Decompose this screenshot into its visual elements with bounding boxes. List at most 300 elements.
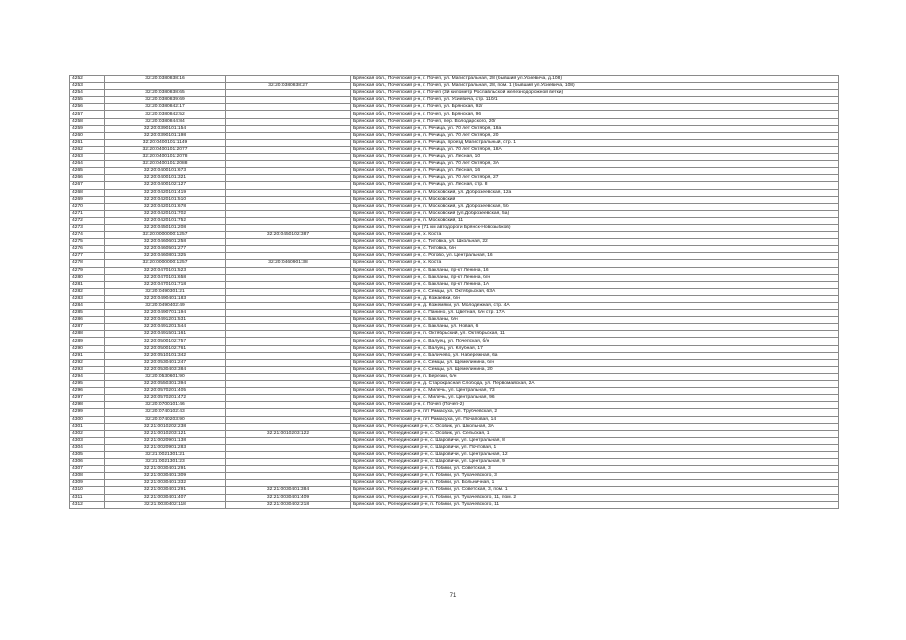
- building-number-cell: [226, 423, 351, 430]
- parcel-number-cell: 32:20:0380839:69: [105, 97, 226, 104]
- building-number-cell: [226, 366, 351, 373]
- address-cell: Брянская обл., Почепский р-н, г. Почеп, ул. Магистральная, 28, пом. 1 (бывший ул.Усиевича, 108): [351, 83, 839, 90]
- address-cell: Брянская обл., Рогнединский р-н, п. Гобики, ул. Советская, 3: [351, 466, 839, 473]
- row-number-cell: 4272: [70, 217, 105, 224]
- address-cell: Брянская обл., Почепский р-н, с. Валуец, ул. Клубная, 17: [351, 345, 839, 352]
- parcel-number-cell: 32:21:0030401:407: [105, 494, 226, 501]
- row-number-cell: 4302: [70, 430, 105, 437]
- table-row: [70, 217, 839, 224]
- row-number-cell: 4296: [70, 388, 105, 395]
- parcel-number-cell: 32:20:0570201:472: [105, 395, 226, 402]
- building-number-cell: [226, 451, 351, 458]
- parcel-number-cell: 32:20:0420101:752: [105, 217, 226, 224]
- parcel-number-cell: 32:20:0420101:678: [105, 203, 226, 210]
- parcel-number-cell: 32:20:0500102:757: [105, 338, 226, 345]
- row-number-cell: 4287: [70, 324, 105, 331]
- table-row: [70, 501, 839, 508]
- address-cell: Брянская обл., Почепский р-н, п. Московский: [351, 196, 839, 203]
- address-cell: Брянская обл., Почепский р-н, х. Коста: [351, 260, 839, 267]
- table-row: [70, 118, 839, 125]
- parcel-number-cell: 32:20:0460801:325: [105, 253, 226, 260]
- building-number-cell: [226, 466, 351, 473]
- row-number-cell: 4308: [70, 473, 105, 480]
- parcel-number-cell: 32:20:0390101:198: [105, 132, 226, 139]
- address-cell: Брянская обл., Почепский р-н, с. Милечь, ул. Центральная, 73: [351, 388, 839, 395]
- table-row: [70, 366, 839, 373]
- row-number-cell: 4264: [70, 161, 105, 168]
- table-row: [70, 168, 839, 175]
- row-number-cell: 4256: [70, 104, 105, 111]
- parcel-number-cell: 32:20:0450101:208: [105, 224, 226, 231]
- table-row: [70, 345, 839, 352]
- building-number-cell: [226, 345, 351, 352]
- building-number-cell: [226, 331, 351, 338]
- address-cell: Брянская обл., Почепский р-н, с. Бакланы, пр-кт Ленина, б/н: [351, 274, 839, 281]
- address-cell: Брянская обл., Почепский р-н, п. Речица, ул. 70 лет Октября, 20: [351, 132, 839, 139]
- address-cell: Брянская обл., Почепский р-н, д. Кожемяки, ул. Молодежная, стр. 4А: [351, 303, 839, 310]
- table-row: [70, 409, 839, 416]
- building-number-cell: [226, 189, 351, 196]
- row-number-cell: 4300: [70, 416, 105, 423]
- table-row: [70, 253, 839, 260]
- table-row: [70, 352, 839, 359]
- table-row: [70, 76, 839, 83]
- row-number-cell: 4299: [70, 409, 105, 416]
- parcel-number-cell: 32:20:0380838:16: [105, 76, 226, 83]
- table-row: [70, 310, 839, 317]
- table-row: [70, 480, 839, 487]
- parcel-number-cell: 32:20:0530401:247: [105, 359, 226, 366]
- row-number-cell: 4259: [70, 125, 105, 132]
- table-row: [70, 203, 839, 210]
- address-cell: Брянская обл., Рогнединский р-н, п. Гобики, ул. Тухачевского, 11: [351, 501, 839, 508]
- table-row: [70, 132, 839, 139]
- building-number-cell: 32:21:0010203:122: [226, 430, 351, 437]
- row-number-cell: 4278: [70, 260, 105, 267]
- row-number-cell: 4285: [70, 310, 105, 317]
- table-row: [70, 196, 839, 203]
- parcel-number-cell: 32:20:0420101:419: [105, 189, 226, 196]
- address-cell: Брянская обл., Почепский р-н, с. Семцы, ул. Октябрьская, 63А: [351, 288, 839, 295]
- row-number-cell: 4288: [70, 331, 105, 338]
- building-number-cell: [226, 444, 351, 451]
- parcel-number-cell: 32:20:0470101:718: [105, 281, 226, 288]
- building-number-cell: 32:21:0030402:218: [226, 501, 351, 508]
- building-number-cell: [226, 324, 351, 331]
- table-row: [70, 402, 839, 409]
- table-row: [70, 388, 839, 395]
- building-number-cell: [226, 111, 351, 118]
- table-row: [70, 281, 839, 288]
- parcel-number-cell: 32:20:0400102:127: [105, 182, 226, 189]
- address-cell: Брянская обл., Почепский р-н, с. Панино, ул. Цветная, б/н стр. 17А: [351, 310, 839, 317]
- row-number-cell: 4298: [70, 402, 105, 409]
- parcel-number-cell: 32:20:0380838:65: [105, 90, 226, 97]
- address-cell: Брянская обл., Почепский р-н, г. Почеп, ул. Магистральная, 28 (бывший ул.Усиевича, д.108): [351, 76, 839, 83]
- row-number-cell: 4312: [70, 501, 105, 508]
- parcel-number-cell: 32:20:0550301:394: [105, 381, 226, 388]
- row-number-cell: 4291: [70, 352, 105, 359]
- table-row: [70, 317, 839, 324]
- table-row: [70, 210, 839, 217]
- address-cell: Брянская обл., Почепский р-н, г. Почеп, пер. Володарского, 20г: [351, 118, 839, 125]
- address-cell: Брянская обл., Почепский р-н, п. Московский (ул.Доброзеевская, 5а): [351, 210, 839, 217]
- parcel-number-cell: 32:20:0400101:2077: [105, 146, 226, 153]
- building-number-cell: [226, 97, 351, 104]
- address-cell: Брянская обл., Рогнединский р-н, п. Гобики, ул. Тухачевского, 11, пом. 2: [351, 494, 839, 501]
- building-number-cell: [226, 267, 351, 274]
- building-number-cell: [226, 409, 351, 416]
- table-row: [70, 444, 839, 451]
- table-row: [70, 139, 839, 146]
- building-number-cell: [226, 480, 351, 487]
- address-cell: Брянская обл., Почепский р-н (71 км автодороги Брянск-Новозыбков): [351, 224, 839, 231]
- building-number-cell: [226, 76, 351, 83]
- parcel-number-cell: 32:20:0700101:46: [105, 402, 226, 409]
- address-cell: Брянская обл., Почепский р-н, х. Коста: [351, 232, 839, 239]
- table-row: [70, 473, 839, 480]
- row-number-cell: 4294: [70, 373, 105, 380]
- building-number-cell: [226, 90, 351, 97]
- row-number-cell: 4289: [70, 338, 105, 345]
- building-number-cell: [226, 281, 351, 288]
- building-number-cell: [226, 303, 351, 310]
- address-cell: Брянская обл., Почепский р-н, п. Московский, ул. Доброзеевская, 5б: [351, 203, 839, 210]
- parcel-number-cell: 32:20:0460601:258: [105, 239, 226, 246]
- cadastral-register-table: [69, 75, 839, 509]
- row-number-cell: 4295: [70, 381, 105, 388]
- building-number-cell: [226, 203, 351, 210]
- row-number-cell: 4268: [70, 189, 105, 196]
- building-number-cell: 32:20:0460901:38: [226, 260, 351, 267]
- address-cell: Брянская обл., Почепский р-н, г. Почеп, ул. Брянская, 92г: [351, 104, 839, 111]
- building-number-cell: [226, 295, 351, 302]
- parcel-number-cell: 32:20:0390101:154: [105, 125, 226, 132]
- building-number-cell: [226, 132, 351, 139]
- address-cell: Брянская обл., Почепский р-н, д. Кожаевки, б/н: [351, 295, 839, 302]
- row-number-cell: 4306: [70, 459, 105, 466]
- address-cell: Брянская обл., Почепский р-н, с. Милечь, ул. Центральная, 96: [351, 395, 839, 402]
- table-row: [70, 161, 839, 168]
- row-number-cell: 4304: [70, 444, 105, 451]
- table-row: [70, 260, 839, 267]
- address-cell: Брянская обл., Почепский р-н, п. Речица, ул. 70 лет Октября, 18а: [351, 125, 839, 132]
- building-number-cell: [226, 317, 351, 324]
- building-number-cell: [226, 239, 351, 246]
- address-cell: Брянская обл., Рогнединский р-н, с. Шаровичи, ул. Центральная, 12: [351, 451, 839, 458]
- parcel-number-cell: 32:20:0420101:510: [105, 196, 226, 203]
- row-number-cell: 4273: [70, 224, 105, 231]
- table-row: [70, 175, 839, 182]
- row-number-cell: 4274: [70, 232, 105, 239]
- row-number-cell: 4310: [70, 487, 105, 494]
- table-row: [70, 97, 839, 104]
- address-cell: Брянская обл., Почепский р-н, с. Титовка, ул. Школьная, 22: [351, 239, 839, 246]
- building-number-cell: [226, 175, 351, 182]
- row-number-cell: 4254: [70, 90, 105, 97]
- parcel-number-cell: 32:20:0400101:1149: [105, 139, 226, 146]
- parcel-number-cell: 32:21:0010202:238: [105, 423, 226, 430]
- table-row: [70, 224, 839, 231]
- building-number-cell: [226, 459, 351, 466]
- row-number-cell: 4252: [70, 76, 105, 83]
- building-number-cell: [226, 210, 351, 217]
- row-number-cell: 4265: [70, 168, 105, 175]
- row-number-cell: 4258: [70, 118, 105, 125]
- building-number-cell: [226, 402, 351, 409]
- table-row: [70, 338, 839, 345]
- parcel-number-cell: 32:21:0010203:121: [105, 430, 226, 437]
- row-number-cell: 4267: [70, 182, 105, 189]
- row-number-cell: 4307: [70, 466, 105, 473]
- table-row: [70, 83, 839, 90]
- table-row: [70, 373, 839, 380]
- address-cell: Брянская обл., Рогнединский р-н, п. Гобики, ул. Больничная, 1: [351, 480, 839, 487]
- parcel-number-cell: 32:20:0460501:277: [105, 246, 226, 253]
- parcel-number-cell: 32:20:0740203:90: [105, 416, 226, 423]
- table-row: [70, 324, 839, 331]
- table-body: [70, 76, 839, 509]
- building-number-cell: [226, 182, 351, 189]
- table-row: [70, 295, 839, 302]
- address-cell: Брянская обл., Почепский р-н, с. Титовка, б/н: [351, 246, 839, 253]
- parcel-number-cell: 32:20:0380842:17: [105, 104, 226, 111]
- building-number-cell: [226, 224, 351, 231]
- row-number-cell: 4297: [70, 395, 105, 402]
- parcel-number-cell: 32:20:0420101:702: [105, 210, 226, 217]
- table-row: [70, 267, 839, 274]
- address-cell: Брянская обл., Почепский р-н, п. Речица, ул. Лесная, 16: [351, 168, 839, 175]
- table-row: [70, 146, 839, 153]
- parcel-number-cell: 32:21:0030401:291: [105, 466, 226, 473]
- row-number-cell: 4309: [70, 480, 105, 487]
- table-row: [70, 111, 839, 118]
- address-cell: Брянская обл., Рогнединский р-н, с. Осовик, ул. Школьная, 3А: [351, 423, 839, 430]
- table-row: [70, 125, 839, 132]
- address-cell: Брянская обл., Почепский р-н, с. Рогово, ул. Центральная, 16: [351, 253, 839, 260]
- row-number-cell: 4261: [70, 139, 105, 146]
- row-number-cell: 4257: [70, 111, 105, 118]
- row-number-cell: 4305: [70, 451, 105, 458]
- parcel-number-cell: 32:20:0530601:90: [105, 373, 226, 380]
- building-number-cell: [226, 253, 351, 260]
- address-cell: Брянская обл., Рогнединский р-н, п. Гобики, ул. Советская, 3, пом. 1: [351, 487, 839, 494]
- row-number-cell: 4284: [70, 303, 105, 310]
- parcel-number-cell: 32:20:0400101:673: [105, 168, 226, 175]
- address-cell: Брянская обл., Почепский р-н, с. Бакланы, пр-кт Ленина, 1А: [351, 281, 839, 288]
- table-row: [70, 395, 839, 402]
- table-row: [70, 423, 839, 430]
- building-number-cell: [226, 288, 351, 295]
- parcel-number-cell: 32:20:0510101:342: [105, 352, 226, 359]
- row-number-cell: 4280: [70, 274, 105, 281]
- address-cell: Брянская обл., Почепский р-н, п. Речица, ул. 70 лет Октября, 18А: [351, 146, 839, 153]
- address-cell: Брянская обл., Почепский р-н, г. Почеп (3й километр Рославльской железнодорожной ветки): [351, 90, 839, 97]
- address-cell: Брянская обл., Рогнединский р-н, с. Осовик, ул. Сельская, 1: [351, 430, 839, 437]
- parcel-number-cell: 32:20:0000000:1257: [105, 260, 226, 267]
- table-row: [70, 239, 839, 246]
- building-number-cell: 32:21:0030401:409: [226, 494, 351, 501]
- parcel-number-cell: 32:20:0400101:2088: [105, 161, 226, 168]
- table-row: [70, 274, 839, 281]
- address-cell: Брянская обл., Почепский р-н, п. Речица, ул. Лесная, 10: [351, 154, 839, 161]
- parcel-number-cell: 32:21:0021301:23: [105, 459, 226, 466]
- parcel-number-cell: 32:20:0530403:384: [105, 366, 226, 373]
- address-cell: Брянская обл., Рогнединский р-н, с. Шаровичи, ул. Почтовая, 1: [351, 444, 839, 451]
- page-number: 71: [449, 593, 457, 599]
- address-cell: Брянская обл., Почепский р-н, п. Березки, б/н: [351, 373, 839, 380]
- building-number-cell: 32:20:0450102:387: [226, 232, 351, 239]
- building-number-cell: [226, 437, 351, 444]
- row-number-cell: 4253: [70, 83, 105, 90]
- address-cell: Брянская обл., Почепский р-н, п. Октябрьский, ул. Октябрьская, 11: [351, 331, 839, 338]
- building-number-cell: 32:20:0380838:27: [226, 83, 351, 90]
- parcel-number-cell: 32:20:0380842:52: [105, 111, 226, 118]
- address-cell: Брянская обл., Почепский р-н, с. Семцы, ул. Щемелинина, 20: [351, 366, 839, 373]
- table-row: [70, 104, 839, 111]
- building-number-cell: [226, 217, 351, 224]
- building-number-cell: [226, 388, 351, 395]
- parcel-number-cell: 32:20:0470101:658: [105, 274, 226, 281]
- address-cell: Брянская обл., Почепский р-н, с. Валуец, ул. Почепская, б/н: [351, 338, 839, 345]
- parcel-number-cell: 32:20:0470101:523: [105, 267, 226, 274]
- building-number-cell: [226, 473, 351, 480]
- address-cell: Брянская обл., Почепский р-н, с. Бакланы, б/н: [351, 317, 839, 324]
- row-number-cell: 4255: [70, 97, 105, 104]
- table-row: [70, 189, 839, 196]
- row-number-cell: 4262: [70, 146, 105, 153]
- parcel-number-cell: 32:20:0490701:194: [105, 310, 226, 317]
- table-row: [70, 182, 839, 189]
- table-row: [70, 288, 839, 295]
- row-number-cell: 4301: [70, 423, 105, 430]
- parcel-number-cell: 32:20:0490402:49: [105, 303, 226, 310]
- address-cell: Брянская обл., Почепский р-н, г. Почеп (Почеп-2): [351, 402, 839, 409]
- building-number-cell: [226, 338, 351, 345]
- building-number-cell: [226, 310, 351, 317]
- parcel-number-cell: 32:20:0380844:84: [105, 118, 226, 125]
- building-number-cell: [226, 139, 351, 146]
- address-cell: Брянская обл., Почепский р-н, п. Речица, проезд Магистральный, стр. 1: [351, 139, 839, 146]
- building-number-cell: [226, 118, 351, 125]
- building-number-cell: [226, 161, 351, 168]
- parcel-number-cell: 32:20:0490301:21: [105, 288, 226, 295]
- address-cell: Брянская обл., Почепский р-н, с. Семцы, ул. Щемелинина, б/н: [351, 359, 839, 366]
- parcel-number-cell: 32:20:0000000:1257: [105, 232, 226, 239]
- parcel-number-cell: 32:21:0030401:291: [105, 487, 226, 494]
- table-row: [70, 430, 839, 437]
- table-row: [70, 494, 839, 501]
- parcel-number-cell: 32:21:0030401:309: [105, 473, 226, 480]
- address-cell: Брянская обл., Рогнединский р-н, с. Шаровичи, ул. Центральная, 9: [351, 459, 839, 466]
- row-number-cell: 4266: [70, 175, 105, 182]
- table-row: [70, 487, 839, 494]
- row-number-cell: 4303: [70, 437, 105, 444]
- table-row: [70, 331, 839, 338]
- row-number-cell: 4277: [70, 253, 105, 260]
- table-row: [70, 303, 839, 310]
- row-number-cell: 4276: [70, 246, 105, 253]
- row-number-cell: 4293: [70, 366, 105, 373]
- parcel-number-cell: [105, 83, 226, 90]
- table-row: [70, 451, 839, 458]
- table-row: [70, 232, 839, 239]
- table-row: [70, 381, 839, 388]
- building-number-cell: [226, 146, 351, 153]
- building-number-cell: [226, 274, 351, 281]
- row-number-cell: 4275: [70, 239, 105, 246]
- table-row: [70, 90, 839, 97]
- building-number-cell: [226, 352, 351, 359]
- address-cell: Брянская обл., Почепский р-н, п/т Рамасуха, ул. Трубчевская, 2: [351, 409, 839, 416]
- row-number-cell: 4292: [70, 359, 105, 366]
- address-cell: Брянская обл., Почепский р-н, г. Почеп, ул. Усиевича, стр. 110/1: [351, 97, 839, 104]
- address-cell: Брянская обл., Почепский р-н, п. Речица, ул. 70 лет Октября, 27: [351, 175, 839, 182]
- parcel-number-cell: 32:21:0020901:283: [105, 444, 226, 451]
- table-row: [70, 437, 839, 444]
- address-cell: Брянская обл., Почепский р-н, п. Московский, 11: [351, 217, 839, 224]
- address-cell: Брянская обл., Рогнединский р-н, с. Шаровичи, ул. Центральная, 8: [351, 437, 839, 444]
- address-cell: Брянская обл., Почепский р-н, п. Речица, ул. 70 лет Октября, 3А: [351, 161, 839, 168]
- row-number-cell: 4281: [70, 281, 105, 288]
- parcel-number-cell: 32:20:0400101:321: [105, 175, 226, 182]
- row-number-cell: 4290: [70, 345, 105, 352]
- parcel-number-cell: 32:21:0030401:332: [105, 480, 226, 487]
- building-number-cell: [226, 125, 351, 132]
- building-number-cell: [226, 168, 351, 175]
- row-number-cell: 4270: [70, 203, 105, 210]
- building-number-cell: [226, 154, 351, 161]
- table-row: [70, 459, 839, 466]
- address-cell: Брянская обл., Почепский р-н, п. Московский, ул. Доброзеевская, 12а: [351, 189, 839, 196]
- building-number-cell: [226, 395, 351, 402]
- building-number-cell: [226, 381, 351, 388]
- table-row: [70, 246, 839, 253]
- address-cell: Брянская обл., Почепский р-н, г. Почеп, ул. Брянская, 96: [351, 111, 839, 118]
- row-number-cell: 4269: [70, 196, 105, 203]
- address-cell: Брянская обл., Почепский р-н, с. Баличево, ул. Набережная, 6а: [351, 352, 839, 359]
- table-row: [70, 154, 839, 161]
- parcel-number-cell: 32:21:0030402:118: [105, 501, 226, 508]
- parcel-number-cell: 32:21:0020901:138: [105, 437, 226, 444]
- row-number-cell: 4279: [70, 267, 105, 274]
- parcel-number-cell: 32:20:0491501:161: [105, 331, 226, 338]
- table-row: [70, 466, 839, 473]
- building-number-cell: [226, 196, 351, 203]
- row-number-cell: 4283: [70, 295, 105, 302]
- address-cell: Брянская обл., Почепский р-н, д. Старокрасная Слобода, ул. Первомайская, 2А: [351, 381, 839, 388]
- building-number-cell: [226, 416, 351, 423]
- parcel-number-cell: 32:20:0740102:43: [105, 409, 226, 416]
- row-number-cell: 4286: [70, 317, 105, 324]
- address-cell: Брянская обл., Почепский р-н, с. Бакланы, пр-кт Ленина, 16: [351, 267, 839, 274]
- row-number-cell: 4263: [70, 154, 105, 161]
- parcel-number-cell: 32:20:0490401:183: [105, 295, 226, 302]
- table-row: [70, 416, 839, 423]
- parcel-number-cell: 32:20:0400101:2078: [105, 154, 226, 161]
- row-number-cell: 4311: [70, 494, 105, 501]
- table-row: [70, 359, 839, 366]
- building-number-cell: 32:21:0030401:384: [226, 487, 351, 494]
- building-number-cell: [226, 359, 351, 366]
- building-number-cell: [226, 373, 351, 380]
- building-number-cell: [226, 104, 351, 111]
- building-number-cell: [226, 246, 351, 253]
- parcel-number-cell: 32:21:0021301:21: [105, 451, 226, 458]
- address-cell: Брянская обл., Почепский р-н, п. Речица, ул. Лесная, стр. 8: [351, 182, 839, 189]
- row-number-cell: 4271: [70, 210, 105, 217]
- row-number-cell: 4260: [70, 132, 105, 139]
